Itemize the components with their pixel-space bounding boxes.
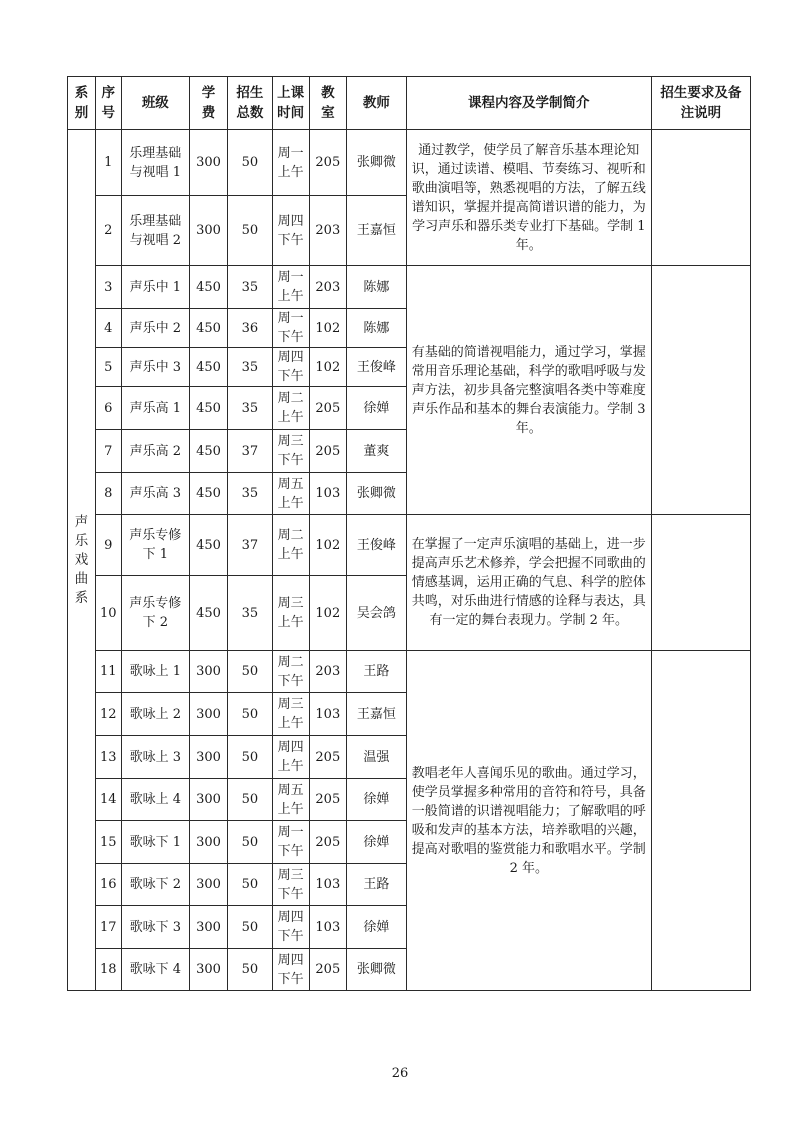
teacher-name: 徐婵: [346, 779, 406, 821]
class-time: 周二下午: [272, 651, 309, 693]
table-row: [68, 515, 751, 576]
teacher-name: 王路: [346, 864, 406, 906]
tuition-fee: 450: [189, 473, 227, 515]
tuition-fee: 450: [189, 348, 227, 387]
row-number: 5: [95, 348, 121, 387]
class-name: 歌咏上 2: [121, 693, 189, 736]
classroom: 103: [309, 693, 346, 736]
teacher-name: 王俊峰: [346, 515, 406, 576]
tuition-fee: 450: [189, 576, 227, 651]
enrollment-quota: 35: [228, 387, 272, 430]
classroom: 203: [309, 196, 346, 266]
teacher-name: 温强: [346, 736, 406, 779]
row-number: 10: [95, 576, 121, 651]
enrollment-notes: [651, 266, 750, 515]
class-name: 声乐中 1: [121, 266, 189, 309]
class-name: 声乐中 3: [121, 348, 189, 387]
row-number: 13: [95, 736, 121, 779]
tuition-fee: 300: [189, 906, 227, 949]
enrollment-quota: 50: [228, 651, 272, 693]
header-room: 教室: [309, 77, 346, 130]
enrollment-quota: 50: [228, 130, 272, 196]
class-time: 周一下午: [272, 309, 309, 348]
row-number: 12: [95, 693, 121, 736]
teacher-name: 陈娜: [346, 309, 406, 348]
course-description: 通过教学，使学员了解音乐基本理论知识，通过读谱、模唱、节奏练习、视听和歌曲演唱等，熟悉视唱的方法，了解五线谱知识，掌握并提高简谱识谱的能力，为学习声乐和器乐类专业打下基础。学制 1 年。: [406, 130, 651, 266]
class-name: 歌咏上 4: [121, 779, 189, 821]
tuition-fee: 300: [189, 130, 227, 196]
enrollment-quota: 50: [228, 906, 272, 949]
class-time: 周四下午: [272, 196, 309, 266]
row-number: 7: [95, 430, 121, 473]
classroom: 205: [309, 779, 346, 821]
row-number: 15: [95, 821, 121, 864]
classroom: 102: [309, 576, 346, 651]
tuition-fee: 450: [189, 387, 227, 430]
classroom: 205: [309, 387, 346, 430]
classroom: 205: [309, 736, 346, 779]
header-class: 班级: [121, 77, 189, 130]
teacher-name: 陈娜: [346, 266, 406, 309]
enrollment-notes: [651, 130, 750, 266]
enrollment-quota: 50: [228, 196, 272, 266]
class-name: 歌咏下 1: [121, 821, 189, 864]
classroom: 205: [309, 821, 346, 864]
enrollment-quota: 50: [228, 864, 272, 906]
classroom: 102: [309, 309, 346, 348]
enrollment-quota: 35: [228, 266, 272, 309]
classroom: 102: [309, 348, 346, 387]
class-name: 声乐专修下 2: [121, 576, 189, 651]
teacher-name: 张卿微: [346, 473, 406, 515]
classroom: 103: [309, 864, 346, 906]
teacher-name: 吴会鸽: [346, 576, 406, 651]
class-name: 乐理基础与视唱 2: [121, 196, 189, 266]
row-number: 2: [95, 196, 121, 266]
classroom: 203: [309, 266, 346, 309]
header-teacher: 教师: [346, 77, 406, 130]
department-cell: 声乐戏曲系: [68, 130, 96, 991]
teacher-name: 徐婵: [346, 387, 406, 430]
class-time: 周二上午: [272, 515, 309, 576]
tuition-fee: 300: [189, 736, 227, 779]
table-row: [68, 651, 751, 693]
teacher-name: 王嘉恒: [346, 196, 406, 266]
header-time: 上课时间: [272, 77, 309, 130]
enrollment-quota: 37: [228, 430, 272, 473]
class-time: 周一下午: [272, 821, 309, 864]
page-number: 26: [391, 1066, 409, 1081]
class-name: 歌咏上 3: [121, 736, 189, 779]
class-time: 周四下午: [272, 949, 309, 991]
classroom: 103: [309, 906, 346, 949]
class-name: 乐理基础与视唱 1: [121, 130, 189, 196]
enrollment-quota: 50: [228, 821, 272, 864]
tuition-fee: 300: [189, 864, 227, 906]
course-table: [67, 76, 751, 991]
classroom: 102: [309, 515, 346, 576]
enrollment-quota: 37: [228, 515, 272, 576]
class-name: 声乐高 3: [121, 473, 189, 515]
class-name: 声乐中 2: [121, 309, 189, 348]
classroom: 205: [309, 430, 346, 473]
header-no: 序号: [95, 77, 121, 130]
classroom: 103: [309, 473, 346, 515]
header-desc: 课程内容及学制简介: [406, 77, 651, 130]
classroom: 205: [309, 949, 346, 991]
enrollment-notes: [651, 651, 750, 991]
tuition-fee: 450: [189, 515, 227, 576]
row-number: 3: [95, 266, 121, 309]
class-name: 歌咏下 3: [121, 906, 189, 949]
teacher-name: 王俊峰: [346, 348, 406, 387]
enrollment-quota: 35: [228, 473, 272, 515]
row-number: 17: [95, 906, 121, 949]
row-number: 9: [95, 515, 121, 576]
class-name: 声乐高 2: [121, 430, 189, 473]
class-time: 周五上午: [272, 779, 309, 821]
class-name: 声乐高 1: [121, 387, 189, 430]
tuition-fee: 300: [189, 779, 227, 821]
class-time: 周一上午: [272, 266, 309, 309]
row-number: 6: [95, 387, 121, 430]
header-note: 招生要求及备注说明: [651, 77, 750, 130]
class-time: 周三上午: [272, 576, 309, 651]
classroom: 203: [309, 651, 346, 693]
tuition-fee: 300: [189, 949, 227, 991]
row-number: 11: [95, 651, 121, 693]
tuition-fee: 300: [189, 651, 227, 693]
enrollment-quota: 36: [228, 309, 272, 348]
row-number: 18: [95, 949, 121, 991]
enrollment-quota: 50: [228, 693, 272, 736]
tuition-fee: 300: [189, 196, 227, 266]
tuition-fee: 300: [189, 821, 227, 864]
class-time: 周一上午: [272, 130, 309, 196]
header-dept: 系别: [68, 77, 96, 130]
teacher-name: 张卿微: [346, 130, 406, 196]
enrollment-quota: 50: [228, 949, 272, 991]
header-row: [68, 77, 751, 130]
enrollment-notes: [651, 515, 750, 651]
class-time: 周四下午: [272, 906, 309, 949]
tuition-fee: 450: [189, 430, 227, 473]
teacher-name: 张卿微: [346, 949, 406, 991]
class-time: 周四上午: [272, 736, 309, 779]
classroom: 205: [309, 130, 346, 196]
teacher-name: 徐婵: [346, 821, 406, 864]
teacher-name: 徐婵: [346, 906, 406, 949]
teacher-name: 王路: [346, 651, 406, 693]
header-quota: 招生总数: [228, 77, 272, 130]
row-number: 4: [95, 309, 121, 348]
row-number: 16: [95, 864, 121, 906]
enrollment-quota: 50: [228, 736, 272, 779]
class-name: 歌咏下 4: [121, 949, 189, 991]
tuition-fee: 450: [189, 266, 227, 309]
tuition-fee: 300: [189, 693, 227, 736]
class-time: 周三上午: [272, 693, 309, 736]
row-number: 1: [95, 130, 121, 196]
tuition-fee: 450: [189, 309, 227, 348]
teacher-name: 董爽: [346, 430, 406, 473]
class-time: 周三下午: [272, 430, 309, 473]
class-time: 周五上午: [272, 473, 309, 515]
class-time: 周四下午: [272, 348, 309, 387]
class-name: 歌咏上 1: [121, 651, 189, 693]
table-row: [68, 130, 751, 196]
enrollment-quota: 50: [228, 779, 272, 821]
class-name: 歌咏下 2: [121, 864, 189, 906]
course-description: 在掌握了一定声乐演唱的基础上，进一步提高声乐艺术修养，学会把握不同歌曲的情感基调，运用正确的气息、科学的腔体共鸣，对乐曲进行情感的诠释与表达，具有一定的舞台表现力。学制 2 年。: [406, 515, 651, 651]
header-fee: 学费: [189, 77, 227, 130]
course-description: 有基础的简谱视唱能力，通过学习，掌握常用音乐理论基础，科学的歌唱呼吸与发声方法，初步具备完整演唱各类中等难度声乐作品和基本的舞台表演能力。学制 3 年。: [406, 266, 651, 515]
course-description: 教唱老年人喜闻乐见的歌曲。通过学习，使学员掌握多种常用的音符和符号，具备一般简谱的识谱视唱能力；了解歌唱的呼吸和发声的基本方法，培养歌唱的兴趣，提高对歌唱的鉴赏能力和歌唱水平。学制 2 年。: [406, 651, 651, 991]
enrollment-quota: 35: [228, 348, 272, 387]
table-row: [68, 266, 751, 309]
enrollment-quota: 35: [228, 576, 272, 651]
class-time: 周三下午: [272, 864, 309, 906]
teacher-name: 王嘉恒: [346, 693, 406, 736]
class-name: 声乐专修下 1: [121, 515, 189, 576]
row-number: 14: [95, 779, 121, 821]
row-number: 8: [95, 473, 121, 515]
class-time: 周二上午: [272, 387, 309, 430]
